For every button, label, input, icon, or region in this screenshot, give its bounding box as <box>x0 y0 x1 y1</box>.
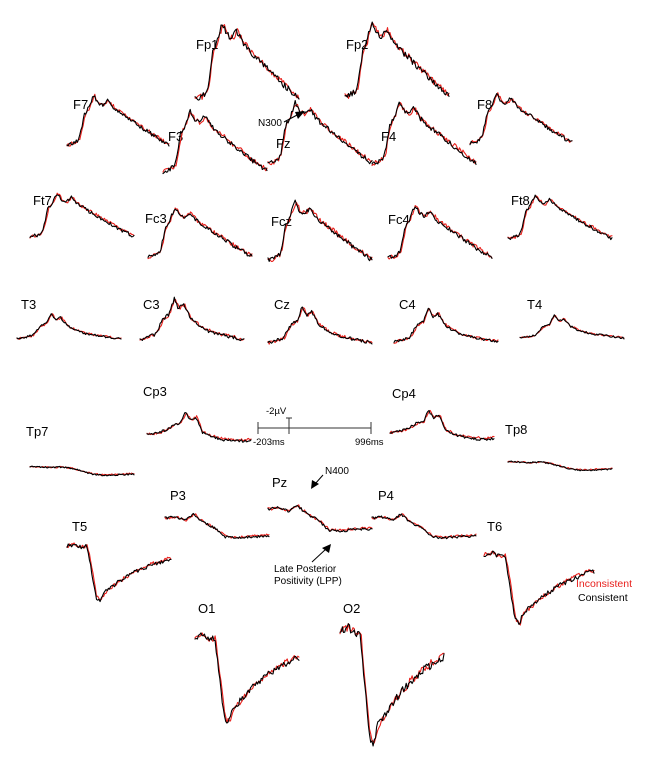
electrode-label-o1: O1 <box>198 601 216 616</box>
electrode-label-fp1: Fp1 <box>196 37 219 52</box>
waveform-t3 <box>17 314 121 340</box>
scale-bar-start-label: -203ms <box>253 437 285 448</box>
trace-consistent-fp2 <box>345 22 449 97</box>
waveform-t5 <box>67 543 171 602</box>
trace-inconsistent-cp3 <box>147 414 251 441</box>
trace-consistent-p4 <box>372 514 476 539</box>
electrode-label-tp7: Tp7 <box>26 424 49 439</box>
electrode-label-cz: Cz <box>274 297 290 312</box>
waveform-o1 <box>195 633 299 723</box>
n300-annotation <box>258 111 305 129</box>
electrode-label-p3: P3 <box>170 488 186 503</box>
waveform-fz <box>268 101 372 165</box>
electrode-label-ft7: Ft7 <box>33 193 52 208</box>
trace-inconsistent-fcz <box>268 202 372 261</box>
electrode-label-c4: C4 <box>399 297 416 312</box>
electrode-label-t5: T5 <box>72 519 88 534</box>
waveform-fp2 <box>345 22 449 99</box>
trace-consistent-o1 <box>195 633 299 723</box>
waveform-fp1 <box>195 25 299 101</box>
trace-consistent-tp8 <box>508 461 612 471</box>
trace-consistent-t4 <box>520 315 624 339</box>
legend-consistent: Consistent <box>578 592 628 604</box>
electrode-label-fp2: Fp2 <box>346 37 369 52</box>
trace-consistent-cz <box>268 307 372 344</box>
trace-consistent-p3 <box>165 514 269 539</box>
trace-inconsistent-p3 <box>165 514 269 538</box>
waveform-tp7 <box>30 466 134 476</box>
trace-inconsistent-cp4 <box>390 411 494 440</box>
trace-consistent-cp4 <box>390 411 494 441</box>
trace-inconsistent-fp2 <box>345 22 449 98</box>
electrode-label-pz: Pz <box>272 475 288 490</box>
waveform-c4 <box>394 308 498 343</box>
electrode-label-ft8: Ft8 <box>511 193 530 208</box>
lpp-label-line1: Late Posterior <box>274 564 337 575</box>
electrode-label-c3: C3 <box>143 297 160 312</box>
electrode-label-f3: F3 <box>168 129 184 144</box>
trace-inconsistent-t5 <box>67 543 171 600</box>
electrode-label-fc4: Fc4 <box>388 212 410 227</box>
electrode-label-t6: T6 <box>487 519 503 534</box>
scale-bar <box>253 406 384 448</box>
electrode-label-fc3: Fc3 <box>145 211 167 226</box>
waveform-t4 <box>520 315 624 339</box>
lpp-label-line2: Positivity (LPP) <box>274 576 342 587</box>
trace-consistent-fz <box>268 101 372 164</box>
electrode-label-t3: T3 <box>21 297 37 312</box>
legend-inconsistent: Inconsistent <box>576 578 633 590</box>
electrode-label-t4: T4 <box>527 297 543 312</box>
electrode-label-f7: F7 <box>73 97 89 112</box>
trace-consistent-c4 <box>394 308 498 342</box>
trace-consistent-tp7 <box>30 466 134 476</box>
electrode-label-f8: F8 <box>477 97 493 112</box>
waveform-tp8 <box>508 461 612 471</box>
lpp-annotation <box>274 544 342 587</box>
trace-inconsistent-o2 <box>340 624 444 743</box>
electrode-label-tp8: Tp8 <box>505 422 528 437</box>
scale-bar-end-label: 996ms <box>355 437 384 448</box>
trace-consistent-o2 <box>340 624 444 746</box>
electrode-label-fcz: Fcz <box>271 214 292 229</box>
waveform-o2 <box>340 624 444 746</box>
electrode-label-fz: Fz <box>276 136 291 151</box>
trace-consistent-cp3 <box>147 413 251 443</box>
waveform-cz <box>268 307 372 344</box>
waveform-fcz <box>268 200 372 261</box>
waveform-p4 <box>372 514 476 539</box>
trace-consistent-t5 <box>67 544 171 602</box>
n300-label: N300 <box>258 118 282 129</box>
waveform-cp3 <box>147 413 251 443</box>
electrode-label-o2: O2 <box>343 601 361 616</box>
trace-consistent-fcz <box>268 200 372 261</box>
electrode-label-f4: F4 <box>381 129 397 144</box>
n300-arrow-head <box>295 111 305 119</box>
scale-bar-amplitude-label: -2µV <box>266 406 287 417</box>
trace-inconsistent-o1 <box>195 633 299 723</box>
waveform-pz <box>268 505 372 532</box>
electrode-label-p4: P4 <box>378 488 394 503</box>
n400-label: N400 <box>325 466 349 477</box>
electrode-label-cp4: Cp4 <box>392 386 416 401</box>
electrode-label-cp3: Cp3 <box>143 384 167 399</box>
legend <box>576 578 632 604</box>
lpp-arrow-shaft <box>312 549 326 562</box>
n400-annotation <box>311 466 349 489</box>
waveform-p3 <box>165 514 269 539</box>
waveform-cp4 <box>390 411 494 441</box>
